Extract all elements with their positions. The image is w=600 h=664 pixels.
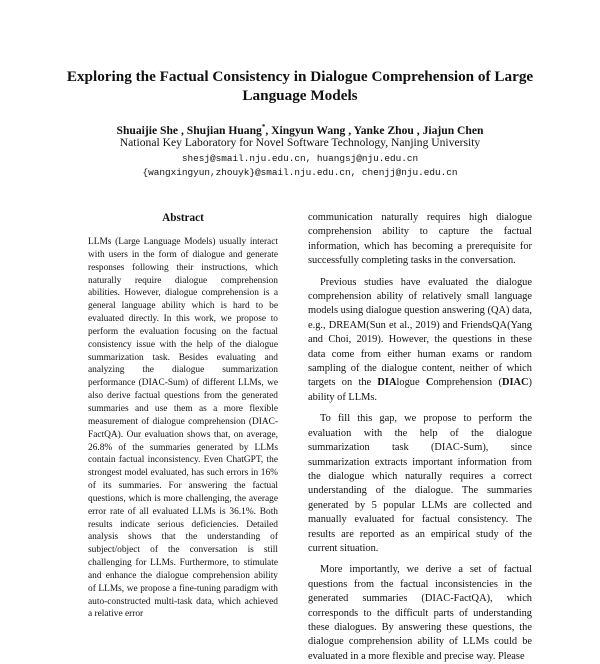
corresponding-mark: * xyxy=(261,123,266,131)
email-line: shesj@smail.nju.edu.cn, huangsj@nju.edu.cn xyxy=(181,153,419,164)
paper-title: Exploring the Factual Consistency in Dialogue Comprehension of Large Language Models xyxy=(66,68,534,104)
author-name: Xingyun Wang xyxy=(271,123,346,137)
body-paragraph: More importantly, we derive a set of factual questions from the factual inconsistencies in the generated summaries (DIAC-FactQA), which corresponds to the difficult parts of understanding these dialogues. By answering these questions, the dialogue comprehension ability of LLMs could be evaluated in a more flexible and precise way. Please xyxy=(308,564,532,662)
body-paragraph: To fill this gap, we propose to perform the evaluation with the help of the dialogue summarization task (DIAC-Sum), since summarization extracts important information from the dialogue which naturally requires a correct understanding of the dialogue. The summaries generated by 5 popular LLMs are collected and manually evaluated for factual consistency. The results are reported as an empirical study of the current situation. xyxy=(308,413,532,554)
author-name: Jiajun Chen xyxy=(422,123,484,137)
body-bold: DIAC xyxy=(501,377,529,389)
body-text: ) ability of LLMs. xyxy=(308,377,532,403)
affiliation: National Key Laboratory for Novel Software Technology, Nanjing University xyxy=(119,136,481,149)
author-name: Shuaijie She xyxy=(116,123,179,137)
body-paragraph: communication naturally requires high dialogue comprehension ability to capture the factual information, which has becoming a prerequisite for successfully completing tasks in the conversation. xyxy=(308,212,532,267)
body-text: logue xyxy=(396,377,426,389)
body-bold: DIA xyxy=(377,377,397,389)
author-list: Shuaijie She , Shujian Huang*, Xingyun Wang , Yanke Zhou , Jiajun Chen xyxy=(116,123,484,137)
body-text: Previous studies have evaluated the dialogue comprehension ability of relatively small language models using dialogue question answering (QA) data, e.g., DREAM(Sun et al., 2019) and FriendsQA(Yang and Choi, 2019). However, the questions in these data come from either human exams or random sampling of the dialogue content, neither of which targets on the xyxy=(308,276,532,389)
author-name: Shujian Huang xyxy=(186,123,262,137)
body-bold: C xyxy=(425,377,434,389)
abstract-heading: Abstract xyxy=(162,212,204,224)
body-text: omprehension ( xyxy=(433,377,502,389)
body-paragraph xyxy=(308,276,532,406)
abstract-text: LLMs (Large Language Models) usually interact with users in the form of dialogue and generate responses following their instructions, which naturally require dialogue comprehension abilities. However, dialogue comprehension is a general language ability which is hard to be evaluated directly. In this work, we propose to perform the evaluation focusing on the factual consistency issue with the help of the dialogue summarization task. Besides evaluating and analyzing the dialogue summarization performance (DIAC-Sum) of different LLMs, we also derive factual questions from the generated summaries and use them as a more flexible measurement of dialogue comprehension (DIAC-FactQA). Our evaluation shows that, on average, 26.8% of the summaries generated by LLMs contain factual inconsistency. Even ChatGPT, the strongest model evaluated, has such errors in 16% of its summaries. For answering the factual questions, which is more challenging, the average error rate of all evaluated LLMs is 36.1%. Both results indicate serious deficiencies. Detailed analysis shows that the understanding of subject/object of the conversation is still challenging for LLMs. Furthermore, to stimulate and enhance the dialogue comprehension ability of LLMs, we propose a fine-tuning paradigm with auto-constructed multi-task data, which achieved a relative error xyxy=(88,237,278,620)
email-line: {wangxingyun,zhouyk}@smail.nju.edu.cn, chenjj@nju.edu.cn xyxy=(142,167,458,178)
right-column xyxy=(308,211,532,662)
author-name: Yanke Zhou xyxy=(353,123,414,137)
